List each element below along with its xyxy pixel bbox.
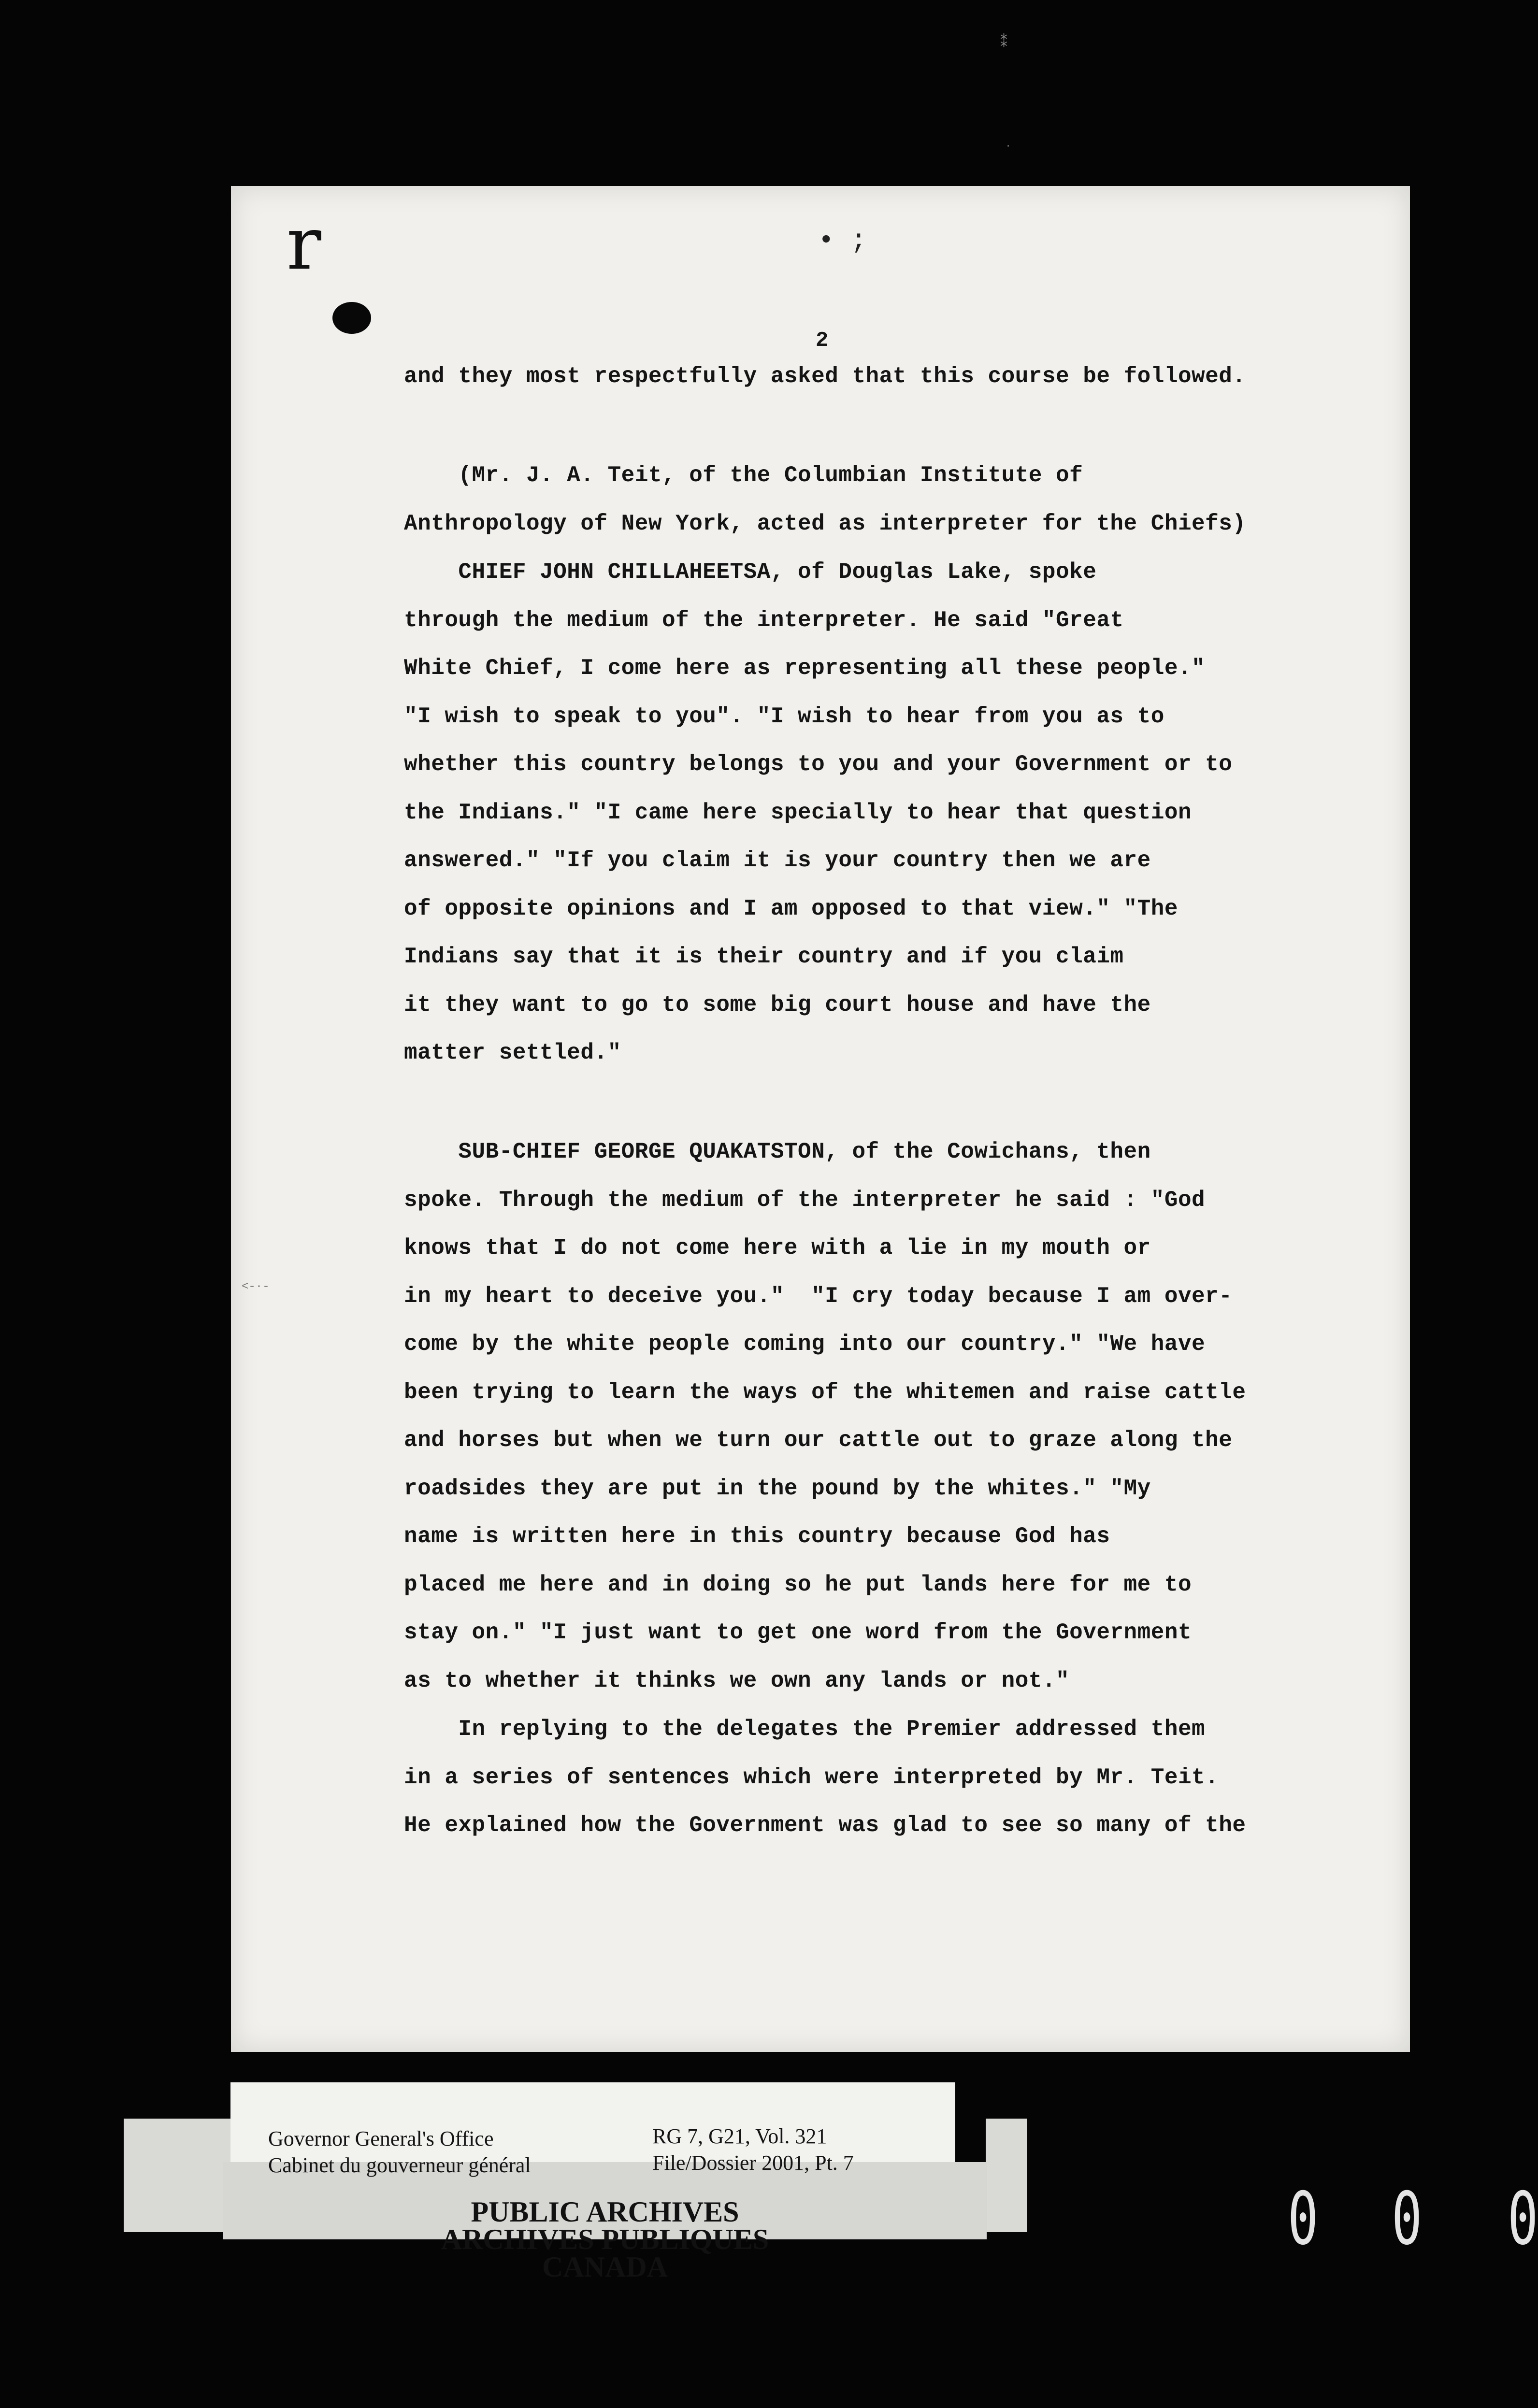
frame-counter-digit: 0 <box>1288 2177 1319 2261</box>
text-line: knows that I do not come here with a lie in my mouth or <box>404 1235 1151 1261</box>
text-line: through the medium of the interpreter. He said "Great <box>404 607 1124 633</box>
text-line: roadsides they are put in the pound by the whites." "My <box>404 1476 1151 1501</box>
corner-mark: r <box>287 202 321 286</box>
text-line: of opposite opinions and I am opposed to that view." "The <box>404 896 1178 921</box>
film-speck: · <box>1005 140 1012 152</box>
record-group-ref: RG 7, G21, Vol. 321 <box>652 2124 827 2148</box>
film-speck: ⁑ <box>1000 35 1007 52</box>
frame-counter-digit: 0 <box>1508 2177 1538 2261</box>
text-line: whether this country belongs to you and your Government or to <box>404 752 1233 777</box>
text-line: In replying to the delegates the Premier addressed them <box>404 1717 1206 1742</box>
text-line: spoke. Through the medium of the interpreter he said : "God <box>404 1187 1206 1213</box>
archives-title-fr: ARCHIVES PUBLIQUES <box>441 2223 769 2255</box>
text-line: White Chief, I come here as representing all these people." <box>404 656 1206 681</box>
text-line: matter settled." <box>404 1040 621 1065</box>
paragraph-interpreter-note <box>404 452 1346 548</box>
top-marks: • ; <box>818 225 867 256</box>
punch-hole <box>332 302 371 334</box>
text-line: as to whether it thinks we own any lands or not." <box>404 1668 1070 1693</box>
text-line: and they most respectfully asked that this course be followed. <box>404 364 1246 389</box>
paragraph-chief-john <box>404 548 1346 1077</box>
text-line: "I wish to speak to you". "I wish to hear from you as to <box>404 703 1164 729</box>
text-line: placed me here and in doing so he put lands here for me to <box>404 1572 1192 1597</box>
text-line: He explained how the Government was glad to see so many of the <box>404 1813 1246 1838</box>
text-line: SUB-CHIEF GEORGE QUAKATSTON, of the Cowichans, then <box>404 1139 1151 1164</box>
document-page <box>231 186 1410 2052</box>
text-line: in my heart to deceive you." "I cry today because I am over- <box>404 1283 1233 1309</box>
archives-country: CANADA <box>542 2251 668 2283</box>
paragraph-premier-reply <box>404 1706 1346 1850</box>
margin-scratch: <-·- <box>242 1280 270 1293</box>
text-line: CHIEF JOHN CHILLAHEETSA, of Douglas Lake, spoke <box>404 559 1097 585</box>
text-line: come by the white people coming into our country." "We have <box>404 1332 1206 1357</box>
text-line: it they want to go to some big court house and have the <box>404 992 1151 1018</box>
page-number: 2 <box>816 329 829 353</box>
frame-counter-digit: 0 <box>1392 2177 1423 2261</box>
text-line: Anthropology of New York, acted as interpreter for the Chiefs) <box>404 511 1246 536</box>
text-line: answered." "If you claim it is your country then we are <box>404 848 1151 873</box>
archives-title-en: PUBLIC ARCHIVES <box>471 2196 739 2228</box>
text-line: Indians say that it is their country and if you claim <box>404 944 1124 969</box>
stamp-shadow-right <box>986 2119 1027 2232</box>
text-line: and horses but when we turn our cattle out to graze along the <box>404 1428 1233 1453</box>
text-line: name is written here in this country because God has <box>404 1524 1110 1549</box>
office-name-fr: Cabinet du gouverneur général <box>268 2153 531 2177</box>
paragraph-sub-chief-george <box>404 1128 1346 1705</box>
text-line: been trying to learn the ways of the whitemen and raise cattle <box>404 1379 1246 1405</box>
text-line: the Indians." "I came here specially to hear that question <box>404 800 1192 825</box>
stamp-shadow-left <box>124 2119 231 2232</box>
text-line: stay on." "I just want to get one word from the Government <box>404 1620 1192 1645</box>
text-line: (Mr. J. A. Teit, of the Columbian Institute of <box>404 463 1083 488</box>
office-name-en: Governor General's Office <box>268 2127 494 2150</box>
file-ref: File/Dossier 2001, Pt. 7 <box>652 2151 854 2175</box>
text-line: in a series of sentences which were interpreted by Mr. Teit. <box>404 1764 1219 1790</box>
paragraph-intro-end <box>404 353 1346 401</box>
